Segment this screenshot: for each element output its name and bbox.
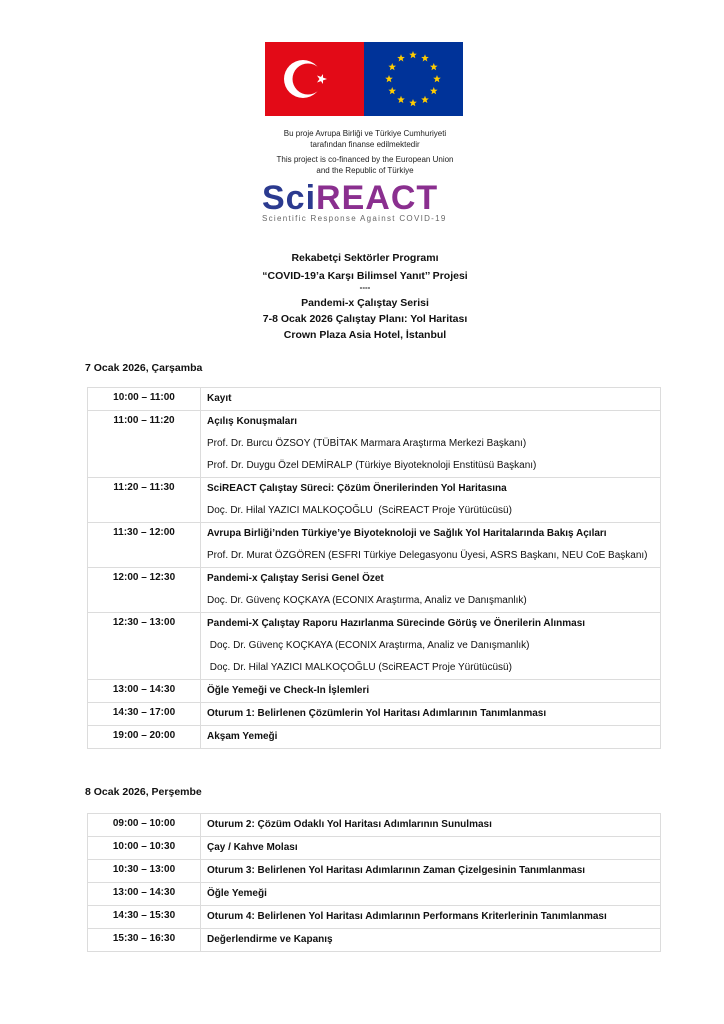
session-title: Oturum 3: Belirlenen Yol Haritası Adımlarının Zaman Çizelgesinin Tanımlanması (207, 865, 586, 876)
session-title: Kayıt (207, 393, 232, 404)
schedule-row (88, 703, 661, 726)
schedule-time: 11:30 – 12:00 (88, 523, 201, 568)
session-title: Öğle Yemeği (207, 888, 267, 899)
session-title: Değerlendirme ve Kapanış (207, 934, 333, 945)
session-title: Avrupa Birliği’nden Türkiye’ye Biyoteknoloji ve Sağlık Yol Haritalarında Bakış Açıları (207, 528, 607, 539)
session-speaker: Doç. Dr. Güvenç KOÇKAYA (ECONIX Araştırma, Analiz ve Danışmanlık) (207, 595, 527, 606)
schedule-content (201, 837, 661, 860)
schedule-time: 14:30 – 15:30 (88, 906, 201, 929)
session-title: Öğle Yemeği ve Check-In İşlemleri (207, 685, 370, 696)
schedule-row (88, 613, 661, 680)
schedule-row (88, 680, 661, 703)
schedule-content (201, 929, 661, 952)
schedule-time: 10:00 – 10:30 (88, 837, 201, 860)
session-speaker: Prof. Dr. Duygu Özel DEMİRALP (Türkiye Biyoteknoloji Enstitüsü Başkanı) (207, 460, 537, 471)
schedule-row (88, 411, 661, 478)
venue: Crown Plaza Asia Hotel, İstanbul (283, 329, 447, 341)
schedule-row (88, 929, 661, 952)
day2-schedule-table (87, 813, 661, 952)
schedule-content (201, 860, 661, 883)
schedule-content (201, 568, 661, 613)
session-title: Oturum 1: Belirlenen Çözümlerin Yol Haritası Adımlarının Tanımlanması (207, 708, 547, 719)
day1-schedule-table (87, 387, 661, 749)
day2-label: 8 Ocak 2026, Perşembe (85, 786, 202, 798)
schedule-time: 15:30 – 16:30 (88, 929, 201, 952)
schedule-row (88, 860, 661, 883)
schedule-time: 19:00 – 20:00 (88, 726, 201, 749)
schedule-time: 13:00 – 14:30 (88, 680, 201, 703)
flags-logo (265, 42, 463, 116)
funding-en-line1: This project is co-financed by the European Union (276, 155, 454, 164)
schedule-time: 09:00 – 10:00 (88, 814, 201, 837)
schedule-row (88, 814, 661, 837)
schedule-content (201, 478, 661, 523)
schedule-time: 11:00 – 11:20 (88, 411, 201, 478)
schedule-time: 10:00 – 11:00 (88, 388, 201, 411)
session-title: SciREACT Çalıştay Süreci: Çözüm Önerilerinden Yol Haritasına (207, 483, 507, 494)
schedule-content (201, 613, 661, 680)
schedule-row (88, 523, 661, 568)
session-speaker: Doç. Dr. Hilal YAZICI MALKOÇOĞLU (SciREACT Proje Yürütücüsü) (207, 505, 512, 516)
schedule-content (201, 906, 661, 929)
logo-react: REACT (316, 179, 439, 217)
session-speaker: Prof. Dr. Murat ÖZGÖREN (ESFRI Türkiye Delegasyonu Üyesi, ASRS Başkanı, NEU CoE Başkanı) (207, 550, 648, 561)
session-title: Akşam Yemeği (207, 731, 278, 742)
program-title: Rekabetçi Sektörler Programı (291, 252, 439, 264)
schedule-row (88, 883, 661, 906)
schedule-time: 12:30 – 13:00 (88, 613, 201, 680)
turkey-flag (265, 42, 364, 116)
plan-title: 7-8 Ocak 2026 Çalıştay Planı: Yol Haritası (262, 313, 468, 325)
schedule-content (201, 680, 661, 703)
schedule-content (201, 411, 661, 478)
schedule-row (88, 478, 661, 523)
schedule-time: 13:00 – 14:30 (88, 883, 201, 906)
session-speaker: Doç. Dr. Hilal YAZICI MALKOÇOĞLU (SciREACT Proje Yürütücüsü) (207, 662, 512, 673)
funding-note-en (240, 154, 490, 176)
schedule-content (201, 388, 661, 411)
schedule-row (88, 388, 661, 411)
day1-label: 7 Ocak 2026, Çarşamba (85, 362, 203, 374)
schedule-content (201, 703, 661, 726)
session-title: Çay / Kahve Molası (207, 842, 298, 853)
funding-en-line2: and the Republic of Türkiye (316, 166, 414, 175)
session-title: Oturum 4: Belirlenen Yol Haritası Adımlarının Performans Kriterlerinin Tanımlanması (207, 911, 607, 922)
logo-sci: Sci (262, 179, 317, 217)
schedule-content (201, 523, 661, 568)
schedule-row (88, 726, 661, 749)
project-title: “COVID-19’a Karşı Bilimsel Yanıt’’ Projesi (262, 270, 468, 282)
logo-tagline: Scientific Response Against COVID-19 (262, 214, 447, 223)
funding-tr-line1: Bu proje Avrupa Birliği ve Türkiye Cumhuriyeti (283, 129, 447, 138)
session-title: Pandemi-X Çalıştay Raporu Hazırlanma Sürecinde Görüş ve Önerilerin Alınması (207, 618, 586, 629)
funding-note-tr (240, 128, 490, 150)
eu-flag (364, 42, 463, 116)
schedule-row (88, 837, 661, 860)
schedule-row (88, 568, 661, 613)
schedule-content (201, 726, 661, 749)
schedule-content (201, 883, 661, 906)
schedule-time: 12:00 – 12:30 (88, 568, 201, 613)
session-speaker: Prof. Dr. Burcu ÖZSOY (TÜBİTAK Marmara Araştırma Merkezi Başkanı) (207, 438, 527, 449)
session-title: Oturum 2: Çözüm Odaklı Yol Haritası Adımlarının Sunulması (207, 819, 492, 830)
session-title: Açılış Konuşmaları (207, 416, 298, 427)
session-speaker: Doç. Dr. Güvenç KOÇKAYA (ECONIX Araştırma, Analiz ve Danışmanlık) (207, 640, 530, 651)
session-title: Pandemi-x Çalıştay Serisi Genel Özet (207, 573, 384, 584)
header-separator: ---- (359, 283, 371, 292)
schedule-time: 10:30 – 13:00 (88, 860, 201, 883)
schedule-time: 14:30 – 17:00 (88, 703, 201, 726)
schedule-content (201, 814, 661, 837)
scireact-logo (262, 180, 472, 228)
schedule-time: 11:20 – 11:30 (88, 478, 201, 523)
schedule-row (88, 906, 661, 929)
funding-tr-line2: tarafından finanse edilmektedir (310, 140, 420, 149)
series-title: Pandemi-x Çalıştay Serisi (301, 297, 429, 309)
